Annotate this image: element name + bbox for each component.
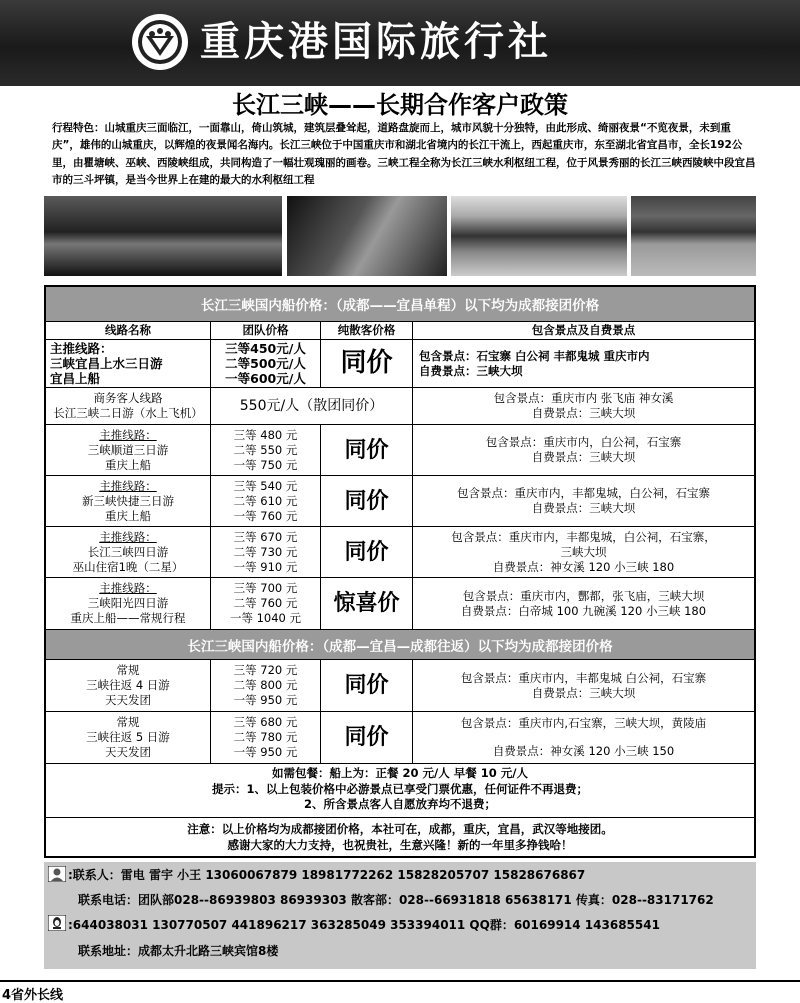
header-spots: 包含景点及自费景点 xyxy=(412,322,754,339)
page-subtitle: 长江三峡——长期合作客户政策 xyxy=(232,91,568,119)
route-line: 三峡往返 5 日游 xyxy=(86,730,170,744)
route-line: 主推线路： xyxy=(99,581,157,595)
price-line: 一等 950 元 xyxy=(233,693,298,707)
price-line: 三等 680 元 xyxy=(233,715,298,729)
retail-cell: 同价 xyxy=(320,660,412,711)
header-group-price: 团队价格 xyxy=(210,322,320,339)
contact-phones: 联系电话：团队部028--86939803 86939303 散客部：028--66931818 65638171 传真：028--83171762 xyxy=(78,893,714,907)
photo-city-night xyxy=(44,196,282,276)
agency-logo xyxy=(132,14,188,70)
retail-cell: 惊喜价 xyxy=(320,578,412,629)
spots-cell xyxy=(412,388,754,424)
closing-line: 注意：以上价格均为成都接团价格，本社可在，成都，重庆，宜昌，武汉等地接团。 xyxy=(187,821,613,836)
table-row xyxy=(46,339,754,387)
route-line: 三峡顺道三日游 xyxy=(87,442,169,457)
spots-line: 包含景点：石宝寨 白公祠 丰都鬼城 重庆市内 xyxy=(419,348,650,363)
price-line: 二等 760 元 xyxy=(233,596,298,610)
spots-line: 自费景点：三峡大坝 xyxy=(531,450,636,464)
price-cell xyxy=(210,527,320,577)
closing-line: 感谢大家的大力支持，也祝贵社，生意兴隆！新的一年里多挣钱哈！ xyxy=(227,837,573,852)
table-header-row xyxy=(46,321,754,339)
table-row xyxy=(46,475,754,526)
price-cell xyxy=(210,578,320,629)
route-line: 长江三峡四日游 xyxy=(87,544,169,559)
route-line: 天天发团 xyxy=(105,693,151,707)
contact-address: 联系地址：成都太升北路三峡宾馆8楼 xyxy=(78,944,279,958)
spots-line: 自费景点：白帝城 100 九碗溪 120 小三峡 180 xyxy=(460,603,707,618)
spots-line: 三峡大坝 xyxy=(560,544,607,559)
price-line: 三等 540 元 xyxy=(233,478,298,493)
intro-label: 行程特色： xyxy=(52,122,105,134)
spots-cell xyxy=(412,712,754,763)
spots-line: 包含景点：重庆市内，白公祠，石宝寨 xyxy=(485,435,682,449)
merged-price-cell: 550元/人（散团同价） xyxy=(210,388,412,424)
price-line: 一等 760 元 xyxy=(233,508,298,523)
contact-qq: :644038031 130770507 441896217 363285049 353394011 QQ群：60169914 143685541 xyxy=(68,918,660,932)
spots-line: 自费景点：三峡大坝 xyxy=(531,406,636,420)
contact-panel xyxy=(44,862,756,969)
itinerary-intro xyxy=(52,120,756,190)
price-table xyxy=(44,285,756,858)
route-line: 新三峡快捷三日游 xyxy=(82,493,174,508)
photo-gorge xyxy=(451,196,627,276)
notes-block xyxy=(46,763,754,817)
table-row xyxy=(46,711,754,763)
header-route: 线路名称 xyxy=(105,323,151,337)
spots-line: 自费景点：神女溪 120 小三峡 180 xyxy=(492,559,675,574)
price-line: 二等 550 元 xyxy=(233,442,298,457)
route-line: 主推线路： xyxy=(99,529,157,544)
header-banner xyxy=(0,0,800,86)
route-line: 巫山住宿1晚（二星） xyxy=(72,559,184,574)
price-line: 一等 750 元 xyxy=(233,457,298,472)
spots-cell xyxy=(412,476,754,526)
spots-line: 包含景点：重庆市内，酆都，张飞庙，三峡大坝 xyxy=(462,588,705,603)
spots-line: 包含景点：重庆市内,石宝寨，三峡大坝，黄陵庙 xyxy=(460,716,707,730)
section-title-text: 长江三峡国内船价格：（成都—宜昌—成都往返）以下均为成都接团价格 xyxy=(187,638,613,655)
route-line: 三峡阳光四日游 xyxy=(87,596,169,610)
route-line: 宜昌上船 xyxy=(50,371,101,386)
route-line: 三峡往返 4 日游 xyxy=(86,678,170,692)
price-line: 一等 950 元 xyxy=(233,745,298,759)
spots-cell xyxy=(412,527,754,577)
price-cell xyxy=(210,425,320,475)
header-retail-price: 纯散客价格 xyxy=(320,322,412,339)
price-line: 三等450元/人 xyxy=(225,341,306,356)
price-line: 一等600元/人 xyxy=(225,371,306,386)
table-row xyxy=(46,424,754,475)
table-row xyxy=(46,387,754,424)
table-row xyxy=(46,577,754,629)
agency-name: 重庆港国际旅行社 xyxy=(200,19,552,65)
price-line: 二等 730 元 xyxy=(233,544,298,559)
note-line: 2、所含景点客人自愿放弃均不退费； xyxy=(304,797,496,811)
route-cell xyxy=(46,425,210,475)
route-line: 三峡宜昌上水三日游 xyxy=(50,356,163,371)
anchor-logo-icon xyxy=(136,18,184,66)
route-cell xyxy=(46,388,210,424)
note-line: 提示：1、以上包装价格中必游景点已享受门票优惠，任何证件不再退费； xyxy=(212,781,588,796)
spots-cell xyxy=(412,578,754,629)
intro-text: 山城重庆三面临江，一面靠山，倚山筑城，建筑层叠耸起，道路盘旋而上，城市风貌十分独特，由此形成、绮丽夜景“不览夜景，未到重庆”，雄伟的山城重庆，以辉煌的夜景闻名海内。长江三峡位于中国重庆市和湖北省境内的长江干流上，西起重庆市，东至湖北省宜昌市，全长192公里，由瞿塘峡、巫峡、西陵峡组成，共同构造了一幅壮观瑰丽的画卷。三峡工程全称为长江三峡水利枢纽工程，位于风景秀丽的长江三峡西陵峡中段宜昌市的三斗坪镇，是当今世界上在建的最大的水利枢纽工程 xyxy=(52,122,756,187)
route-cell xyxy=(46,578,210,629)
route-cell xyxy=(46,660,210,711)
price-line: 三等 670 元 xyxy=(233,529,298,544)
route-line: 常规 xyxy=(116,663,140,677)
footer-label: 4省外长线 xyxy=(2,988,64,1003)
table-row xyxy=(46,526,754,577)
price-line: 二等 800 元 xyxy=(233,678,298,692)
price-cell xyxy=(210,340,320,387)
route-line: 主推线路： xyxy=(99,478,157,493)
spots-cell xyxy=(412,425,754,475)
route-line: 重庆上船 xyxy=(105,508,151,523)
qq-icon xyxy=(48,915,66,931)
spots-line: 包含景点：重庆市内，丰都鬼城，白公祠，石宝寨， xyxy=(451,529,716,544)
route-line: 天天发团 xyxy=(105,745,151,759)
retail-cell: 同价 xyxy=(320,340,412,387)
spots-line: 自费景点：三峡大坝 xyxy=(419,363,523,378)
price-line: 二等 780 元 xyxy=(233,730,298,744)
table-row xyxy=(46,659,754,711)
route-line: 长江三峡二日游（水上飞机） xyxy=(53,406,203,420)
route-line: 常规 xyxy=(116,715,140,729)
route-cell xyxy=(46,712,210,763)
contact-people: :联系人：雷电 雷宇 小王 13060067879 18981772262 15828205707 15828676867 xyxy=(68,868,586,882)
route-cell xyxy=(46,527,210,577)
spots-cell xyxy=(412,340,754,387)
person-icon xyxy=(48,866,66,882)
note-line: 如需包餐：船上为：正餐 20 元/人 早餐 10 元/人 xyxy=(272,766,528,780)
spots-line: 包含景点：重庆市内，丰都鬼城 白公祠，石宝寨 xyxy=(460,670,707,685)
price-line: 一等 1040 元 xyxy=(229,611,302,625)
retail-cell: 同价 xyxy=(320,712,412,763)
spots-line: 包含景点：重庆市内 张飞庙 神女溪 xyxy=(493,391,674,405)
price-line: 三等 720 元 xyxy=(233,663,298,677)
retail-cell: 同价 xyxy=(320,476,412,526)
photo-dam xyxy=(631,196,756,276)
price-line: 三等 700 元 xyxy=(233,581,298,595)
route-cell xyxy=(46,340,210,387)
price-cell xyxy=(210,476,320,526)
spots-cell xyxy=(412,660,754,711)
price-cell xyxy=(210,660,320,711)
spots-line: 自费景点：神女溪 120 小三峡 150 xyxy=(492,744,675,758)
price-line: 一等 910 元 xyxy=(233,559,298,574)
section-title-return xyxy=(46,629,754,659)
retail-cell: 同价 xyxy=(320,425,412,475)
route-line: 商务客人线路 xyxy=(93,391,163,405)
photo-ship-lock xyxy=(287,196,447,276)
section-title-oneway xyxy=(46,287,754,321)
price-line: 三等 480 元 xyxy=(233,427,298,442)
spots-line: 包含景点：重庆市内，丰都鬼城，白公祠，石宝寨 xyxy=(457,486,710,500)
route-line: 主推线路： xyxy=(50,341,113,356)
spots-line: 自费景点：三峡大坝 xyxy=(531,685,636,700)
route-cell xyxy=(46,476,210,526)
price-line: 二等500元/人 xyxy=(225,356,306,371)
section-title-text: 长江三峡国内船价格：（成都——宜昌单程）以下均为成都接团价格 xyxy=(200,298,600,314)
closing-block xyxy=(46,817,754,856)
price-line: 二等 610 元 xyxy=(233,493,298,508)
route-line: 主推线路： xyxy=(99,427,157,442)
retail-cell: 同价 xyxy=(320,527,412,577)
spots-line: 自费景点：三峡大坝 xyxy=(531,501,636,515)
page-footer xyxy=(0,980,800,1002)
route-line: 重庆上船 xyxy=(105,457,151,472)
price-cell xyxy=(210,712,320,763)
route-line: 重庆上船——常规行程 xyxy=(70,611,186,625)
